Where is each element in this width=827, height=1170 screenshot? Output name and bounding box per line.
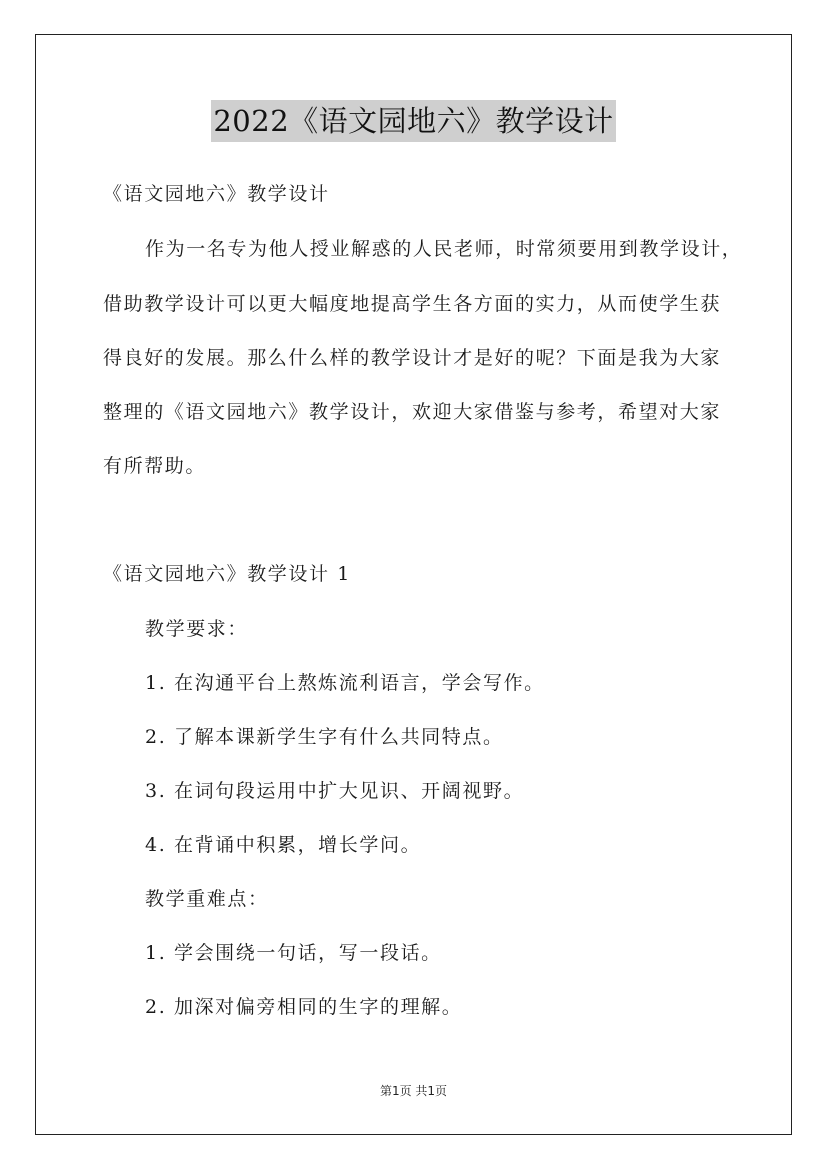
intro-line: 得良好的发展。那么什么样的教学设计才是好的呢？下面是我为大家 [103,347,722,369]
title-container [0,100,827,142]
document-title: 2022《语文园地六》教学设计 [211,100,615,142]
page-footer: 第1页 共1页 [379,1084,448,1098]
key-point-item: 1. 学会围绕一句话，写一段话。 [145,942,442,964]
requirements-heading: 教学要求： [145,618,249,640]
requirement-item: 3. 在词句段运用中扩大见识、开阔视野。 [145,780,525,802]
intro-line: 有所帮助。 [103,455,207,477]
document-subtitle: 《语文园地六》教学设计 [103,183,330,205]
intro-line: 作为一名专为他人授业解惑的人民老师，时常须要用到教学设计， [145,238,743,260]
key-points-heading: 教学重难点： [145,888,269,910]
intro-line: 整理的《语文园地六》教学设计，欢迎大家借鉴与参考，希望对大家 [103,401,722,423]
section-heading: 《语文园地六》教学设计 1 [103,563,351,585]
requirement-item: 1. 在沟通平台上熬炼流利语言，学会写作。 [145,672,545,694]
key-point-item: 2. 加深对偏旁相同的生字的理解。 [145,996,463,1018]
requirement-item: 2. 了解本课新学生字有什么共同特点。 [145,726,504,748]
requirement-item: 4. 在背诵中积累，增长学问。 [145,834,422,856]
intro-line: 借助教学设计可以更大幅度地提高学生各方面的实力，从而使学生获 [103,293,722,315]
